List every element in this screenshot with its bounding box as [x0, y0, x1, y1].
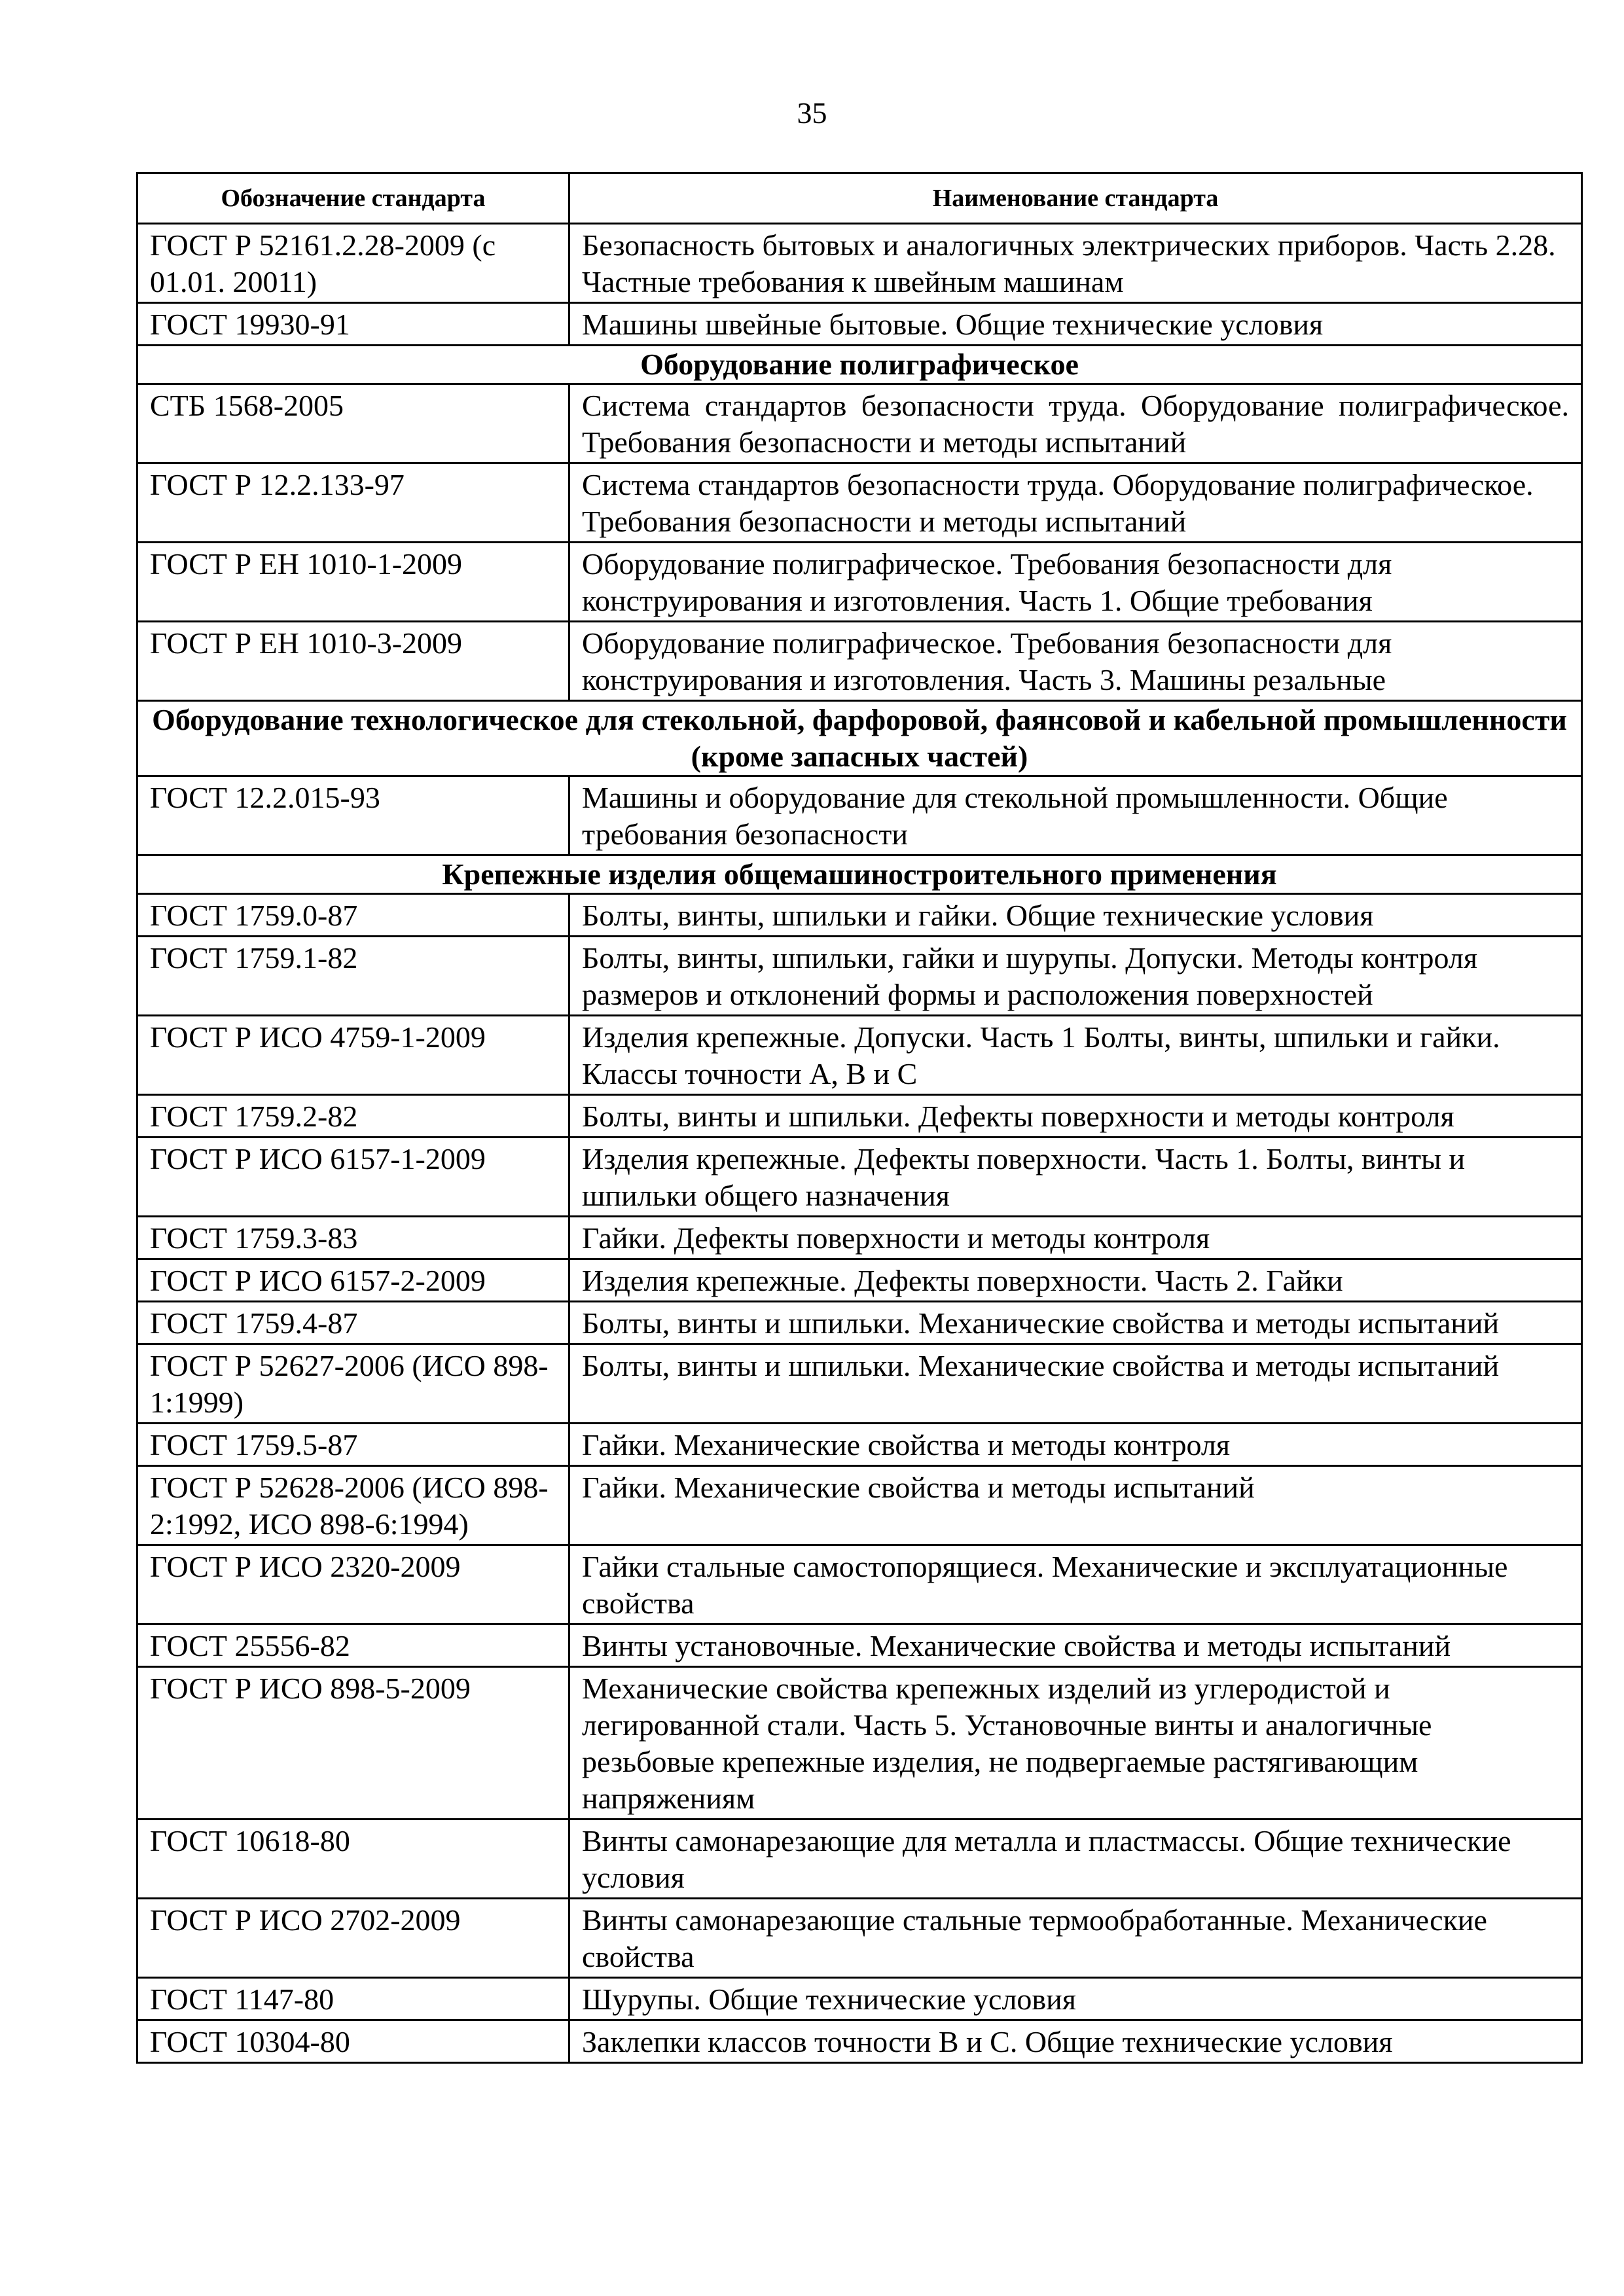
standard-code: ГОСТ 10618-80	[137, 1820, 569, 1899]
table-row	[137, 1302, 1582, 1344]
standard-code: ГОСТ 12.2.015-93	[137, 776, 569, 855]
standard-code: ГОСТ Р ИСО 2702-2009	[137, 1899, 569, 1978]
section-title: Оборудование технологическое для стекольной, фарфоровой, фаянсовой и кабельной промышленности (кроме запасных частей)	[137, 701, 1582, 776]
table-row	[137, 776, 1582, 855]
standards-table	[136, 172, 1583, 2064]
table-row	[137, 1259, 1582, 1302]
section-title: Оборудование полиграфическое	[137, 346, 1582, 384]
standard-code: ГОСТ 1759.4-87	[137, 1302, 569, 1344]
standard-code: ГОСТ Р ИСО 6157-1-2009	[137, 1138, 569, 1217]
standard-code: ГОСТ Р 52628-2006 (ИСО 898-2:1992, ИСО 898-6:1994)	[137, 1466, 569, 1545]
table-row	[137, 543, 1582, 622]
table-row	[137, 1624, 1582, 1667]
standard-name: Болты, винты, шпильки и гайки. Общие технические условия	[569, 894, 1582, 937]
table-row	[137, 1095, 1582, 1138]
standard-name: Болты, винты и шпильки. Дефекты поверхности и методы контроля	[569, 1095, 1582, 1138]
table-row	[137, 1978, 1582, 2020]
header-code: Обозначение стандарта	[137, 173, 569, 224]
standard-name: Шурупы. Общие технические условия	[569, 1978, 1582, 2020]
table-row	[137, 937, 1582, 1016]
table-row	[137, 224, 1582, 303]
standard-code: ГОСТ Р 52627-2006 (ИСО 898-1:1999)	[137, 1344, 569, 1424]
standard-name: Гайки стальные самостопорящиеся. Механические и эксплуатационные свойства	[569, 1545, 1582, 1624]
standard-code: ГОСТ Р 12.2.133-97	[137, 463, 569, 543]
standard-name: Винты самонарезающие для металла и пластмассы. Общие технические условия	[569, 1820, 1582, 1899]
table-row	[137, 303, 1582, 346]
standard-name: Машины швейные бытовые. Общие технические условия	[569, 303, 1582, 346]
table-row	[137, 463, 1582, 543]
standard-name: Изделия крепежные. Дефекты поверхности. Часть 1. Болты, винты и шпильки общего назначения	[569, 1138, 1582, 1217]
table-row	[137, 384, 1582, 463]
standard-name: Винты самонарезающие стальные термообработанные. Механические свойства	[569, 1899, 1582, 1978]
standard-code: ГОСТ 1147-80	[137, 1978, 569, 2020]
standard-name: Изделия крепежные. Дефекты поверхности. Часть 2. Гайки	[569, 1259, 1582, 1302]
standard-name: Болты, винты и шпильки. Механические свойства и методы испытаний	[569, 1344, 1582, 1424]
standard-name: Система стандартов безопасности труда. Оборудование полиграфическое. Требования безопасности и методы испытаний	[569, 384, 1582, 463]
standard-code: ГОСТ 25556-82	[137, 1624, 569, 1667]
standard-code: ГОСТ Р ИСО 898-5-2009	[137, 1667, 569, 1820]
table-row	[137, 1138, 1582, 1217]
standard-name: Гайки. Дефекты поверхности и методы контроля	[569, 1217, 1582, 1259]
standard-code: ГОСТ Р ЕН 1010-1-2009	[137, 543, 569, 622]
standard-code: ГОСТ 1759.5-87	[137, 1424, 569, 1466]
table-row	[137, 622, 1582, 701]
standard-code: ГОСТ Р ИСО 2320-2009	[137, 1545, 569, 1624]
standard-name: Изделия крепежные. Допуски. Часть 1 Болты, винты, шпильки и гайки. Классы точности А, В и С	[569, 1016, 1582, 1095]
standard-code: ГОСТ 1759.2-82	[137, 1095, 569, 1138]
standard-name: Механические свойства крепежных изделий из углеродистой и легированной стали. Часть 5. Установочные винты и аналогичные резьбовые крепежные изделия, не подвергаемые растягивающим напряжениям	[569, 1667, 1582, 1820]
table-row	[137, 1667, 1582, 1820]
standard-name: Болты, винты, шпильки, гайки и шурупы. Допуски. Методы контроля размеров и отклонений формы и расположения поверхностей	[569, 937, 1582, 1016]
standard-code: ГОСТ Р 52161.2.28-2009 (с 01.01. 20011)	[137, 224, 569, 303]
section-title: Крепежные изделия общемашиностроительного применения	[137, 855, 1582, 894]
standard-name: Оборудование полиграфическое. Требования безопасности для конструирования и изготовления. Часть 3. Машины резальные	[569, 622, 1582, 701]
standard-name: Оборудование полиграфическое. Требования безопасности для конструирования и изготовления. Часть 1. Общие требования	[569, 543, 1582, 622]
standard-code: ГОСТ 19930-91	[137, 303, 569, 346]
standard-code: ГОСТ 10304-80	[137, 2020, 569, 2063]
header-name: Наименование стандарта	[569, 173, 1582, 224]
standard-code: ГОСТ Р ЕН 1010-3-2009	[137, 622, 569, 701]
table-row	[137, 1016, 1582, 1095]
standard-name: Болты, винты и шпильки. Механические свойства и методы испытаний	[569, 1302, 1582, 1344]
standard-name: Заклепки классов точности В и С. Общие технические условия	[569, 2020, 1582, 2063]
section-row	[137, 855, 1582, 894]
standard-name: Гайки. Механические свойства и методы испытаний	[569, 1466, 1582, 1545]
table-row	[137, 1424, 1582, 1466]
standard-code: СТБ 1568-2005	[137, 384, 569, 463]
table-row	[137, 1545, 1582, 1624]
page-number: 35	[797, 96, 827, 130]
standard-code: ГОСТ 1759.3-83	[137, 1217, 569, 1259]
standard-name: Машины и оборудование для стекольной промышленности. Общие требования безопасности	[569, 776, 1582, 855]
table-body	[137, 224, 1582, 2063]
standard-name: Система стандартов безопасности труда. Оборудование полиграфическое. Требования безопасности и методы испытаний	[569, 463, 1582, 543]
section-row	[137, 346, 1582, 384]
standard-name: Винты установочные. Механические свойства и методы испытаний	[569, 1624, 1582, 1667]
table-row	[137, 1344, 1582, 1424]
standard-code: ГОСТ Р ИСО 6157-2-2009	[137, 1259, 569, 1302]
section-row	[137, 701, 1582, 776]
table-row	[137, 1820, 1582, 1899]
table-header-row	[137, 173, 1582, 224]
standard-name: Гайки. Механические свойства и методы контроля	[569, 1424, 1582, 1466]
table-row	[137, 894, 1582, 937]
standard-code: ГОСТ Р ИСО 4759-1-2009	[137, 1016, 569, 1095]
standard-name: Безопасность бытовых и аналогичных электрических приборов. Часть 2.28. Частные требования к швейным машинам	[569, 224, 1582, 303]
table-row	[137, 1217, 1582, 1259]
standard-code: ГОСТ 1759.1-82	[137, 937, 569, 1016]
standard-code: ГОСТ 1759.0-87	[137, 894, 569, 937]
table-row	[137, 1899, 1582, 1978]
table-row	[137, 2020, 1582, 2063]
table-row	[137, 1466, 1582, 1545]
